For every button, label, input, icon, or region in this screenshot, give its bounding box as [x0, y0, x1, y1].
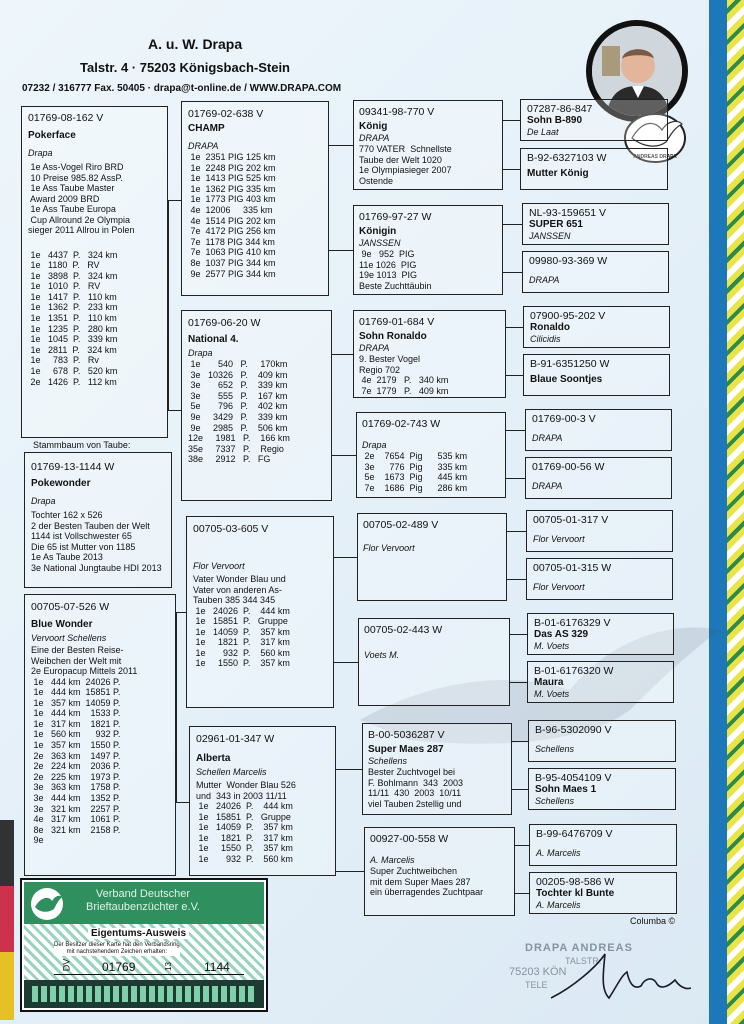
sire-results: 1e 2351 PIG 125 km 1e 2248 PIG 202 km 1e 1413 PIG 525 km 1e 1362 PIG 335 km 1e 1773 PIG 403 km 4e 12006 335 km 4e 1514 PIG 202 km 7e 4172 PIG 256 km 7e 1178 PIG 344 km 7e 1063 PIG 410 km 8e 1037 PIG 344 km 9e 2577 PIG 344 km — [190, 152, 276, 279]
breeder: Schellen Marcelis — [196, 767, 267, 777]
striped-side-border — [727, 0, 744, 1024]
breeder: Flor Vervoort — [533, 582, 585, 592]
stamp-line-3: 75203 KÖN — [509, 966, 567, 978]
ring-number: 02961-01-347 W — [196, 733, 275, 745]
ring-number: 00705-01-315 W — [533, 562, 612, 574]
card-footer-strip — [24, 980, 264, 1008]
ring-number: 00705-02-489 V — [363, 519, 439, 531]
gen4-box-2 — [520, 148, 668, 190]
sire-of-dam-results: 1e 24026 P. 444 km 1e 15851 P. Gruppe 1e 14059 P. 357 km 1e 1821 P. 317 km 1e 932 P. 560 km 1e 1550 P. 357 km — [195, 605, 290, 669]
dam-of-sire-box — [181, 310, 332, 501]
gen4-box-16 — [529, 872, 677, 914]
ring-number: B-01-6176320 W — [534, 665, 614, 677]
card-org: Verband Deutscher Brieftaubenzüchter e.V. — [86, 888, 200, 913]
ring-number: 01769-08-162 V — [28, 112, 104, 124]
pigeon-name: Pokerface — [28, 130, 76, 141]
ring-number: B-00-5036287 V — [368, 729, 445, 741]
contact-line: 07232 / 316777 Fax. 50405 · drapa@t-online.de / WWW.DRAPA.COM — [22, 83, 342, 94]
ring-number: 07900-95-202 V — [530, 310, 606, 322]
sire-of-dam-box — [186, 516, 334, 708]
pigeon-results: 1e 4437 P. 324 km 1e 1180 P. RV 1e 3898 P. 324 km 1e 1010 P. RV 1e 1417 P. 110 km 1e 1362 P. 233 km 1e 1351 P. 110 km 1e 1235 P. 280 km 1e 1045 P. 339 km 1e 2811 P. 324 km 1e 783 P. Rv 1e 678 P. 520 km 2e 1426 P. 112 km — [30, 249, 118, 387]
breeder: DRAPA — [532, 433, 563, 443]
ring-number: B-99-6476709 V — [536, 828, 613, 840]
connector-line — [168, 200, 181, 201]
ring-number: 09980-93-369 W — [529, 255, 608, 267]
connector-line — [176, 612, 177, 802]
ring-number: 00927-00-558 W — [370, 833, 449, 845]
notes: Bester Zuchtvogel bei F. Bohlmann 343 2003 11/11 430 2003 10/11 viel Tauben 2stellig und — [368, 767, 464, 809]
ring-number: 07287-86-847 — [527, 103, 593, 115]
gen3-box-7 — [362, 723, 512, 815]
breeder: Vervoort Schellens — [31, 633, 107, 643]
connector-line — [176, 612, 186, 613]
sibling-label: Stammbaum von Taube: — [33, 440, 131, 450]
breeder: Flor Vervoort — [363, 543, 415, 553]
breeder: A. Marcelis — [370, 855, 415, 865]
ring-prefix: DV — [61, 958, 72, 972]
blue-side-stripe — [709, 0, 727, 1024]
breeder: Voets M. — [364, 650, 400, 660]
breeder: M. Voets — [534, 689, 570, 699]
columba-credit: Columba © — [630, 916, 676, 926]
ring-number: B-91-6351250 W — [530, 358, 610, 370]
gen3-box-2 — [353, 205, 503, 295]
breeder: M. Voets — [534, 641, 570, 651]
connector-line — [329, 250, 353, 251]
ring-number: 01769-97-27 W — [359, 211, 432, 223]
gen4-box-1 — [520, 99, 668, 141]
pigeon-name: Blue Wonder — [31, 619, 93, 630]
card-subtitle: Der Besitzer dieser Karte hat den Verbandsring mit nachstehendem Zeichen erhalten: — [54, 942, 180, 955]
connector-line — [506, 327, 523, 328]
breeder: De Laat — [527, 127, 559, 137]
connector-line — [336, 769, 362, 770]
breeder: Drapa — [188, 348, 213, 358]
dam-of-sire-results: 1e 540 P. 170km 3e 10326 P. 409 km 3e 652 P. 339 km 3e 555 P. 167 km 5e 796 P. 402 km 9e 3429 P. 339 km 9e 2985 P. 506 km 12e 1981 P. 166 km 35e 7337 P. Regio 38e 2912 P. FG — [188, 359, 290, 465]
connector-line — [332, 354, 353, 355]
flag-stripe — [0, 820, 14, 1020]
stamp-line-4: TELE — [525, 980, 548, 990]
gen4-box-5 — [523, 306, 670, 348]
gen4-box-10 — [526, 558, 673, 600]
ring-number: 00705-02-443 W — [364, 624, 443, 636]
breeder: JANSSEN — [359, 238, 401, 248]
sire-of-dam-notes: Vater Wonder Blau und Vater von anderen As- Tauben 385 344 345 — [193, 574, 286, 605]
breeder: Schellens — [535, 744, 575, 754]
connector-line — [168, 200, 169, 410]
breeder: Drapa — [362, 440, 387, 450]
gen3-box-3 — [353, 310, 506, 398]
ring-number: 01769-06-20 W — [188, 317, 261, 329]
gen4-box-15 — [529, 824, 677, 866]
ring-number: 01769-02-743 W — [362, 418, 441, 430]
ring-year: 13 — [163, 962, 173, 971]
breeder: DRAPA — [188, 141, 219, 151]
pigeon-name: Ronaldo — [530, 322, 570, 333]
notes: Super Zuchtweibchen mit dem Super Maes 287 ein überragendes Zuchtpaar — [370, 866, 484, 897]
pigeon-name: Sohn Maes 1 — [535, 784, 597, 795]
gen3-box-5 — [357, 513, 507, 601]
gen3-box-1 — [353, 100, 503, 190]
dove-icon — [30, 887, 64, 921]
notes: 2e 7654 Pig 535 km 3e 776 Pig 335 km 5e 1673 Pig 445 km 7e 1686 Pig 286 km — [364, 451, 468, 493]
gen4-box-9 — [526, 510, 673, 552]
mother-results: 1e 444 km 24026 P. 1e 444 km 15851 P. 1e 357 km 14059 P. 1e 444 km 1533 P. 1e 317 km 1821 P. 1e 560 km 932 P. 1e 357 km 1550 P. 2e 363 km 1497 P. 2e 224 km 2036 P. 2e 225 km 1973 P. 3e 363 km 1758 P. 3e 444 km 1352 P. 3e 321 km 2257 P. 4e 317 km 1061 P. 8e 321 km 2158 P. 9e — [33, 676, 121, 846]
ring-number: 1144 — [204, 960, 230, 974]
notes: 770 VATER Schnellste Taube der Welt 1020 1e Olympiasieger 2007 Ostende — [359, 144, 452, 186]
connector-line — [510, 682, 527, 683]
breeder: DRAPA — [529, 275, 560, 285]
connector-line — [503, 272, 522, 273]
card-header — [24, 882, 264, 924]
dam-of-dam-results: 1e 24026 P. 444 km 1e 15851 P. Gruppe 1e 14059 P. 357 km 1e 1821 P. 317 km 1e 1550 P. 357 km 1e 932 P. 560 km — [198, 801, 293, 864]
pigeon-name: Pokewonder — [31, 478, 91, 489]
emblem-text: ANDREAS DRAPA — [633, 154, 677, 160]
connector-line — [503, 169, 520, 170]
breeder: A. Marcelis — [536, 848, 581, 858]
dam-of-dam-notes: Mutter Wonder Blau 526 und 343 in 2003 11/11 — [196, 780, 296, 801]
page-title: A. u. W. Drapa — [148, 36, 243, 52]
ring-number: 09341-98-770 V — [359, 106, 435, 118]
breeder: Flor Vervoort — [193, 561, 245, 571]
breeder: Cilicidis — [530, 334, 561, 344]
pigeon-name: Königin — [359, 226, 397, 237]
gen3-box-6 — [358, 618, 510, 706]
gen3-box-4 — [356, 412, 506, 498]
connector-line — [334, 557, 357, 558]
notes: 9e 952 PIG 11e 1026 PIG 19e 1013 PIG Beste Zuchttäubin — [359, 249, 432, 291]
gen4-box-13 — [528, 720, 676, 762]
pigeon-name: Sohn Ronaldo — [359, 331, 427, 342]
gen4-box-14 — [528, 768, 676, 810]
stamp-line-2: TALSTR. — [565, 956, 602, 966]
connector-line — [332, 455, 356, 456]
dam-of-dam-box — [189, 726, 336, 876]
ring-number: B-92-6327103 W — [527, 152, 607, 164]
pigeon-name: Tochter kl Bunte — [536, 888, 615, 899]
connector-line — [507, 531, 526, 532]
connector-line — [512, 789, 528, 790]
breeder: DRAPA — [359, 343, 390, 353]
main-pigeon-box — [21, 106, 168, 438]
sibling-notes: Tochter 162 x 526 2 der Besten Tauben der Welt 1144 ist Vollschwester 65 Die 65 ist Mutter von 1185 1e As Taube 2013 3e National Jungtaube HDI 2013 — [31, 510, 162, 573]
pigeon-name: Sohn B-890 — [527, 115, 583, 126]
stamp-signature — [505, 936, 695, 1006]
pigeon-name: Mutter König — [527, 168, 589, 179]
connector-line — [176, 802, 189, 803]
card-line — [54, 974, 244, 975]
pigeon-name: Maura — [534, 677, 564, 688]
connector-line — [507, 579, 526, 580]
breeder: Drapa — [31, 496, 56, 506]
pigeon-name: SUPER 651 — [529, 219, 583, 230]
ring-number: 00705-07-526 W — [31, 601, 110, 613]
connector-line — [512, 741, 528, 742]
connector-line — [515, 893, 529, 894]
connector-line — [503, 120, 520, 121]
gen4-box-12 — [527, 661, 674, 703]
connector-line — [510, 634, 527, 635]
pigeon-name: National 4. — [188, 334, 239, 345]
connector-line — [329, 145, 353, 146]
gen4-box-3 — [522, 203, 669, 245]
connector-line — [506, 430, 525, 431]
mother-box — [24, 594, 176, 876]
connector-line — [515, 845, 529, 846]
ring-club: 01769 — [102, 960, 136, 974]
ring-number: NL-93-159651 V — [529, 207, 607, 219]
ring-number: B-96-5302090 V — [535, 724, 612, 736]
breeder: Schellens — [368, 756, 408, 766]
ring-number: B-01-6176329 V — [534, 617, 611, 629]
gen4-box-11 — [527, 613, 674, 655]
signature-icon — [545, 946, 695, 1006]
breeder: Flor Vervoort — [533, 534, 585, 544]
connector-line — [506, 478, 525, 479]
ring-number: 00705-01-317 V — [533, 514, 609, 526]
address-line: Talstr. 4 · 75203 Königsbach-Stein — [80, 60, 290, 75]
card-title: Eigentums-Ausweis — [88, 928, 189, 939]
breeder: JANSSEN — [529, 231, 571, 241]
pigeon-name: König — [359, 121, 388, 132]
breeder: A. Marcelis — [536, 900, 581, 910]
breeder: DRAPA — [359, 133, 390, 143]
breeder: Drapa — [28, 148, 53, 158]
connector-line — [503, 224, 522, 225]
gen4-box-8 — [525, 457, 672, 499]
ownership-card — [20, 878, 268, 1012]
sibling-box — [24, 452, 172, 588]
connector-line — [506, 375, 523, 376]
stamp-line-1: DRAPA ANDREAS — [525, 942, 633, 954]
ring-number: B-95-4054109 V — [535, 772, 612, 784]
connector-line — [336, 871, 364, 872]
pigeon-name: CHAMP — [188, 123, 225, 134]
connector-line — [334, 662, 358, 663]
ring-number: 01769-13-1144 W — [31, 461, 115, 473]
sire-box — [181, 101, 329, 296]
pigeon-name: Alberta — [196, 753, 231, 764]
pigeon-name: Das AS 329 — [534, 629, 589, 640]
gen4-box-4 — [522, 251, 669, 293]
breeder: Schellens — [535, 796, 575, 806]
ring-number: 01769-02-638 V — [188, 108, 264, 120]
notes: 9. Bester Vogel Regio 702 4e 2179 P. 340 km 7e 1779 P. 409 km — [359, 354, 449, 396]
pigeon-name: Super Maes 287 — [368, 744, 444, 755]
breeder: DRAPA — [532, 481, 563, 491]
mother-notes: Eine der Besten Reise- Weibchen der Welt mit 2e Europacup Mittels 2011 — [31, 645, 138, 676]
connector-line — [168, 410, 181, 411]
ring-number: 01769-00-3 V — [532, 413, 596, 425]
pigeon-notes: 1e Ass-Vogel Riro BRD 10 Preise 985.82 AssP. 1e Ass Taube Master Award 2009 BRD 1e Ass Taube Europa Cup Allround 2e Olympia sieger 2011 Allrou in Polen — [28, 162, 135, 235]
ring-number: 01769-00-56 W — [532, 461, 605, 473]
gen3-box-8 — [364, 827, 515, 916]
ring-number: 01769-01-684 V — [359, 316, 435, 328]
ring-number: 00205-98-586 W — [536, 876, 615, 888]
ring-number: 00705-03-605 V — [193, 523, 269, 535]
gen4-box-7 — [525, 409, 672, 451]
gen4-box-6 — [523, 354, 670, 396]
pigeon-name: Blaue Soontjes — [530, 374, 603, 385]
